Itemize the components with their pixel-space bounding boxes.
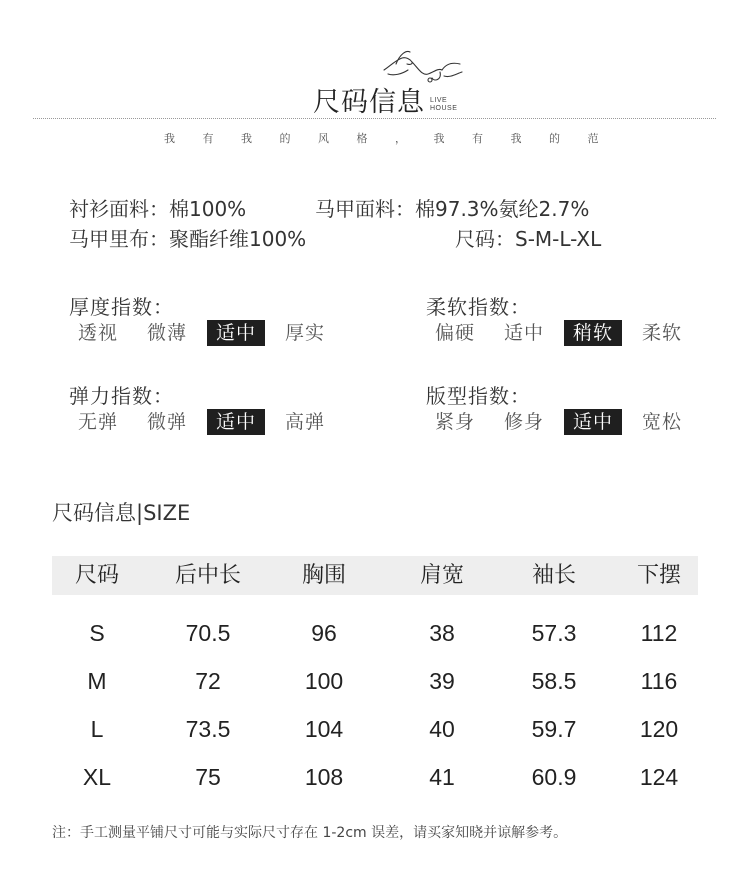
index-option: 紧身 [434, 411, 475, 433]
slogan-char: 的 [549, 132, 560, 145]
thickness-index-title: 厚度指数： [69, 295, 174, 319]
brand-text-line2: HOUSE [430, 105, 458, 112]
index-option: 无弹 [77, 411, 118, 433]
slogan-char: 范 [587, 132, 599, 145]
table-cell: S [89, 620, 105, 646]
elasticity-index-title: 弹力指数： [69, 384, 174, 408]
slogan-char: 我 [433, 132, 445, 145]
table-cell: 59.7 [531, 716, 577, 742]
softness-index-title: 柔软指数： [426, 295, 531, 319]
table-cell: 70.5 [185, 620, 231, 646]
table-cell: 72 [195, 668, 221, 694]
index-option: 修身 [503, 411, 544, 433]
table-cell: 108 [304, 764, 344, 790]
table-cell: 112 [640, 620, 678, 646]
table-cell: 41 [429, 764, 455, 790]
size-table-header [52, 556, 698, 595]
shirt-fabric-spec: 衬衫面料：棉100% [69, 197, 247, 221]
table-cell: 39 [429, 668, 455, 694]
table-cell: 96 [311, 620, 337, 646]
index-option: 宽松 [641, 411, 682, 433]
brand-text-line1: LIVE [430, 97, 448, 104]
vest-fabric-spec: 马甲面料：棉97.3%氨纶2.7% [315, 197, 590, 221]
table-cell: 75 [195, 764, 221, 790]
index-option: 高弹 [284, 411, 325, 433]
fit-index-title: 版型指数： [426, 384, 531, 408]
index-option: 偏硬 [434, 322, 475, 344]
index-option-selected: 适中 [207, 320, 265, 346]
slogan-char: ， [395, 132, 406, 145]
softness-index-options [426, 320, 702, 346]
vest-lining-spec: 马甲里布：聚酯纤维100% [69, 227, 307, 251]
fit-index-options [426, 409, 702, 435]
size-range-spec: 尺码：S-M-L-XL [455, 227, 602, 251]
index-option: 厚实 [284, 322, 325, 344]
table-cell: 38 [429, 620, 455, 646]
table-cell: 40 [429, 716, 455, 742]
table-cell: 73.5 [185, 716, 231, 742]
table-cell: 58.5 [531, 668, 577, 694]
measurement-note: 注：手工测量平铺尺寸可能与实际尺寸存在 1-2cm 误差，请买家知晓并谅解参考。 [52, 825, 568, 841]
index-option: 透视 [77, 322, 118, 344]
index-option-selected: 稍软 [564, 320, 622, 346]
table-cell: L [90, 716, 104, 742]
dotted-divider [33, 118, 716, 119]
table-cell: 100 [304, 668, 344, 694]
slogan-char: 有 [472, 132, 483, 145]
table-header-cell: 尺码 [74, 563, 119, 588]
table-cell: 120 [639, 716, 679, 742]
table-cell: 116 [640, 668, 678, 694]
page-title: 尺码信息 [313, 87, 425, 118]
table-cell: 124 [639, 764, 679, 790]
index-option: 适中 [503, 322, 544, 344]
table-cell: 104 [304, 716, 344, 742]
index-option: 微薄 [146, 322, 187, 344]
table-header-cell: 袖长 [531, 563, 576, 588]
thickness-index-options [69, 320, 345, 346]
table-header-cell: 后中长 [174, 563, 241, 588]
table-cell: M [87, 668, 107, 694]
slogan-char: 风 [318, 132, 329, 145]
table-cell: 60.9 [531, 764, 577, 790]
table-cell: XL [82, 764, 112, 790]
index-option-selected: 适中 [564, 409, 622, 435]
table-header-cell: 胸围 [301, 563, 346, 588]
index-option: 微弹 [146, 411, 187, 433]
table-header-cell: 下摆 [636, 563, 681, 588]
slogan-char: 格 [356, 132, 368, 145]
slogan-char: 我 [164, 132, 175, 145]
slogan-char: 我 [241, 132, 252, 145]
table-cell: 57.3 [531, 620, 577, 646]
table-header-cell: 肩宽 [419, 563, 464, 588]
size-section-heading: 尺码信息|SIZE [52, 501, 191, 525]
elasticity-index-options [69, 409, 345, 435]
slogan-char: 的 [279, 132, 291, 145]
slogan-char: 我 [510, 132, 522, 145]
slogan-char: 有 [202, 132, 214, 145]
index-option: 柔软 [641, 322, 682, 344]
slogan [164, 130, 626, 146]
index-option-selected: 适中 [207, 409, 265, 435]
